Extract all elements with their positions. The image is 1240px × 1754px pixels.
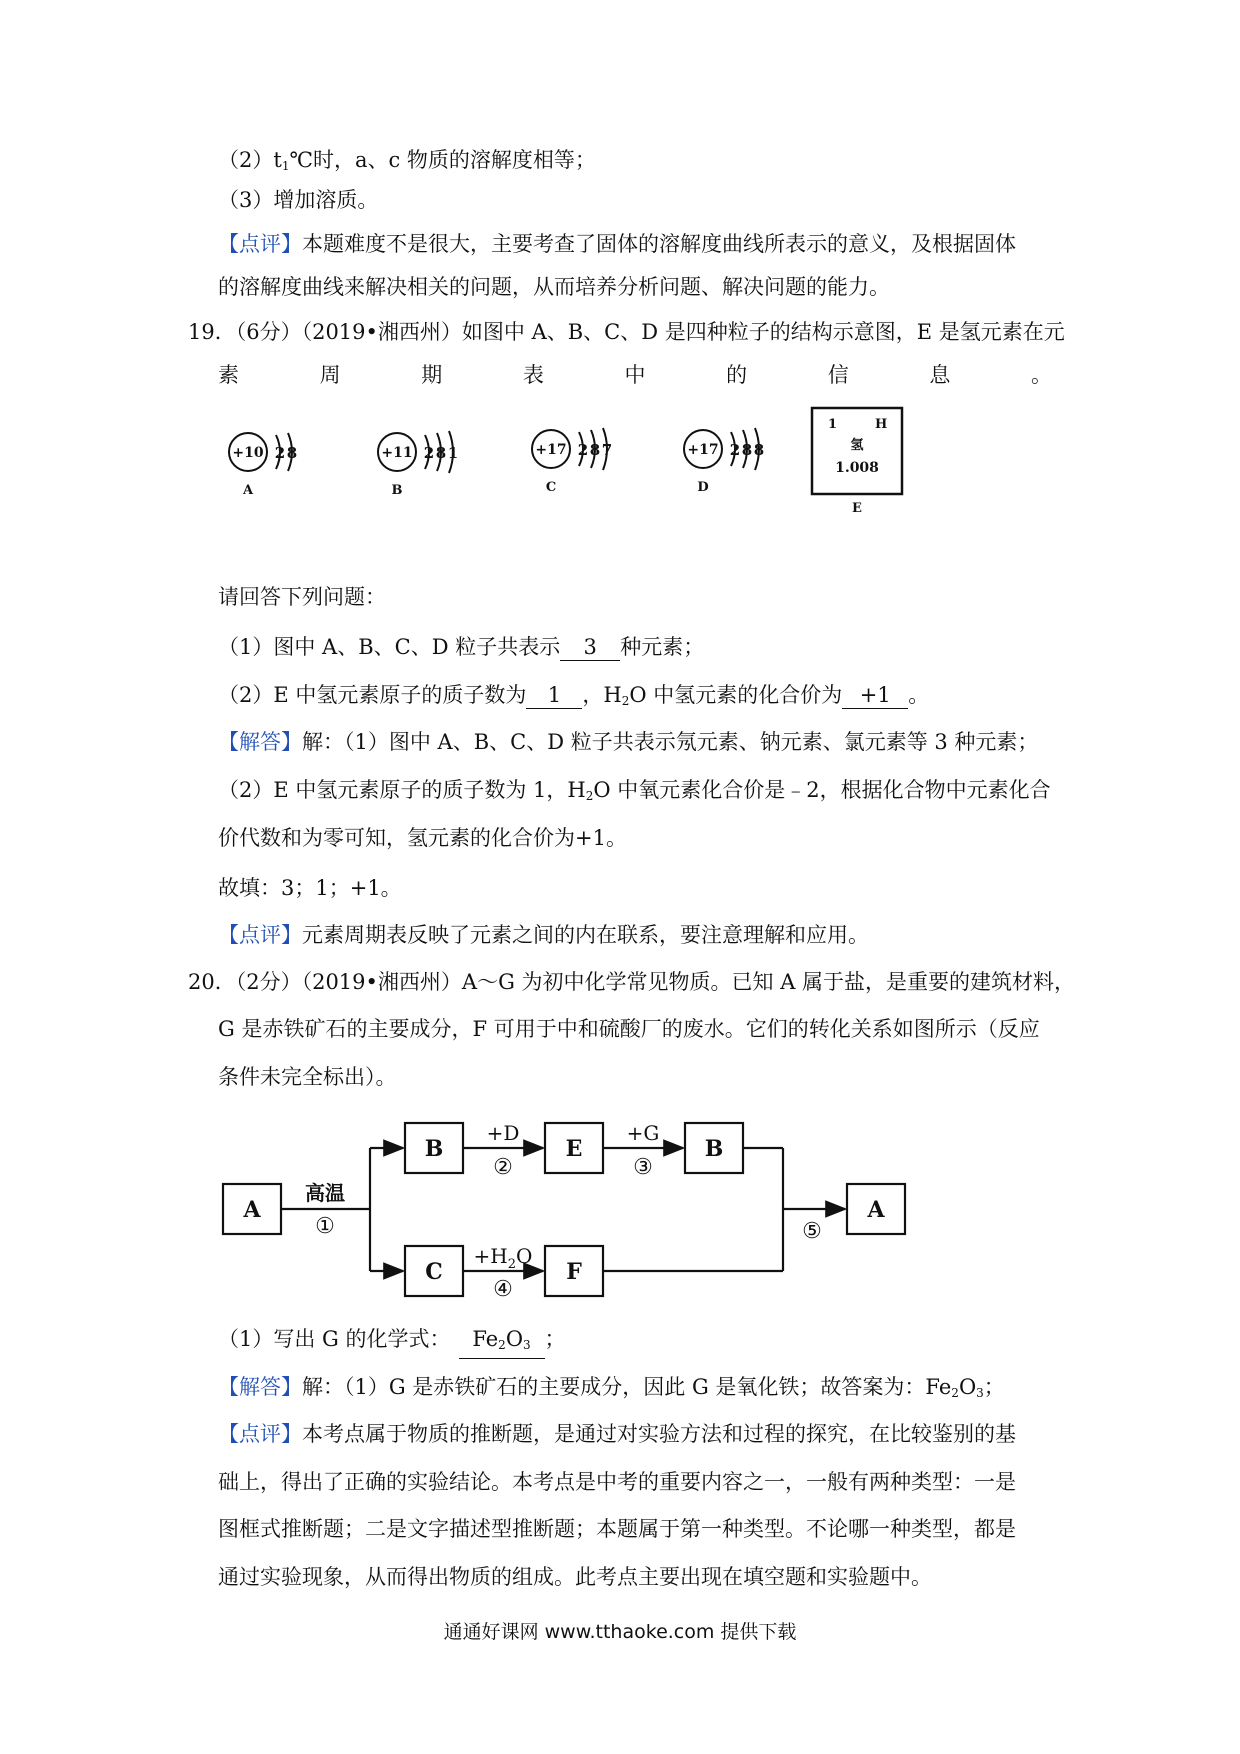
flow-diagram [215,1118,915,1300]
nucleus-c: +17 [535,442,567,458]
q20-heading: 20．（2分）（2019•湘西州）A～G 为初中化学常见物质。已知 A 属于盐，是重要的建筑材料， [188,970,1076,994]
q19-review: 【点评】元素周期表反映了元素之间的内在联系，要注意理解和应用。 [218,923,869,947]
q20-heading-cont2: 条件未完全标出）。 [218,1065,397,1089]
atomic-mass: 1.008 [835,460,879,476]
svg-text:8: 8 [741,441,753,459]
q19-answer: 【解答】解：（1）图中 A、B、C、D 粒子共表示氖元素、钠元素、氯元素等 3 种元素； [218,730,1039,754]
svg-text:8: 8 [589,441,601,459]
svg-text:2: 2 [274,444,286,462]
svg-text:F: F [566,1259,582,1285]
answer-blank: 1 [526,682,582,709]
q20-review-4: 通过实验现象，从而得出物质的组成。此考点主要出现在填空题和实验题中。 [218,1565,932,1589]
answer-tag: 【解答】 [218,1375,302,1399]
review-tag: 【点评】 [218,232,302,256]
page-footer: 通通好课网 www.tthaoke.com 提供下载 [443,1621,797,1643]
answer-blank: 3 [560,634,620,661]
reagent-g: +G [626,1121,660,1145]
q20-sub1: （1）写出 G 的化学式： $Fe_2O_3$ ； [218,1324,566,1359]
answer-blank: $Fe_2O_3$ [459,1326,545,1359]
reagent-d: +D [486,1121,520,1145]
svg-text:2: 2 [729,441,741,459]
step-2: ② [493,1155,513,1180]
atomic-number: 1 [828,417,838,432]
svg-text:A: A [867,1197,885,1223]
element-name: 氢 [850,438,864,453]
label-e: E [852,501,862,515]
label-b: B [391,483,403,498]
q20-review-2: 础上，得出了正确的实验结论。本考点是中考的重要内容之一，一般有两种类型：一是 [218,1470,1016,1494]
q19-sub2: （2）E 中氢元素原子的质子数为 1 ，$H_2O$ 中氢元素的化合价为 +1 。 [218,683,930,708]
particle-diagram [200,405,1020,515]
svg-text:E: E [565,1136,583,1162]
svg-text:B: B [424,1136,444,1162]
review-tag: 【点评】 [218,1422,302,1446]
step-5: ⑤ [802,1219,822,1244]
sol18-part2: $(2)t_1℃$时，a、c 物质的溶解度相等； [218,148,596,173]
review-tag: 【点评】 [218,923,302,947]
nucleus-b: +11 [381,445,413,461]
svg-text:B: B [704,1136,724,1162]
q19-answer-2: （2）E 中氢元素原子的质子数为 1，$H_2O$ 中氧元素化合价是﹣2，根据化合物中元素化合 [218,778,1051,803]
label-a: A [242,483,254,498]
q20-review: 【点评】本考点属于物质的推断题，是通过对实验方法和过程的探究，在比较鉴别的基 [218,1422,1016,1446]
nucleus-a: +10 [232,445,264,461]
svg-text:2: 2 [577,441,589,459]
q19-heading: 19．（6分）（2019•湘西州）如图中 A、B、C、D 是四种粒子的结构示意图，E 是氢元素在元 [188,320,1065,344]
svg-text:8: 8 [435,444,447,462]
q20-review-3: 图框式推断题；二是文字描述型推断题；本题属于第一种类型。不论哪一种类型，都是 [218,1517,1016,1541]
q20-heading-cont: G 是赤铁矿石的主要成分，F 可用于中和硫酸厂的废水。它们的转化关系如图所示（反应 [218,1017,1040,1041]
q19-heading-cont: 素 周 期 表 中 的 信 息 。 [218,363,1052,387]
svg-text:C: C [425,1259,443,1285]
sol18-review: 【点评】本题难度不是很大，主要考查了固体的溶解度曲线所表示的意义，及根据固体 [218,232,1016,256]
q19-answer-4: 故填：3；1；+1。 [218,876,402,900]
svg-text:A: A [243,1197,261,1223]
svg-text:8: 8 [286,444,298,462]
svg-text:7: 7 [601,441,613,459]
element-symbol: H [875,417,888,432]
step-3: ③ [633,1155,653,1180]
answer-tag: 【解答】 [218,730,302,754]
q20-answer: 【解答】解：（1）G 是赤铁矿石的主要成分，因此 G 是氧化铁；故答案为：$Fe_2O_3$； [218,1375,1005,1400]
q19-prompt: 请回答下列问题： [218,585,386,609]
sol18-part3: （3）增加溶质。 [218,188,379,212]
nucleus-d: +17 [687,442,719,458]
svg-text:1: 1 [447,444,459,462]
label-c: C [545,480,557,495]
step-1: ① [315,1214,335,1239]
reagent-h2o: $+H_2O$ [473,1244,533,1272]
q19-answer-3: 价代数和为零可知，氢元素的化合价为+1。 [218,826,627,850]
svg-text:8: 8 [753,441,765,459]
label-d: D [697,480,709,495]
q19-sub1: （1）图中 A、B、C、D 粒子共表示 3 种元素； [218,635,705,659]
answer-blank: +1 [842,682,908,709]
step-4: ④ [493,1277,513,1300]
condition-high-temp: 高温 [305,1181,345,1205]
sol18-review-cont: 的溶解度曲线来解决相关的问题，从而培养分析问题、解决问题的能力。 [218,275,890,299]
svg-text:2: 2 [423,444,435,462]
